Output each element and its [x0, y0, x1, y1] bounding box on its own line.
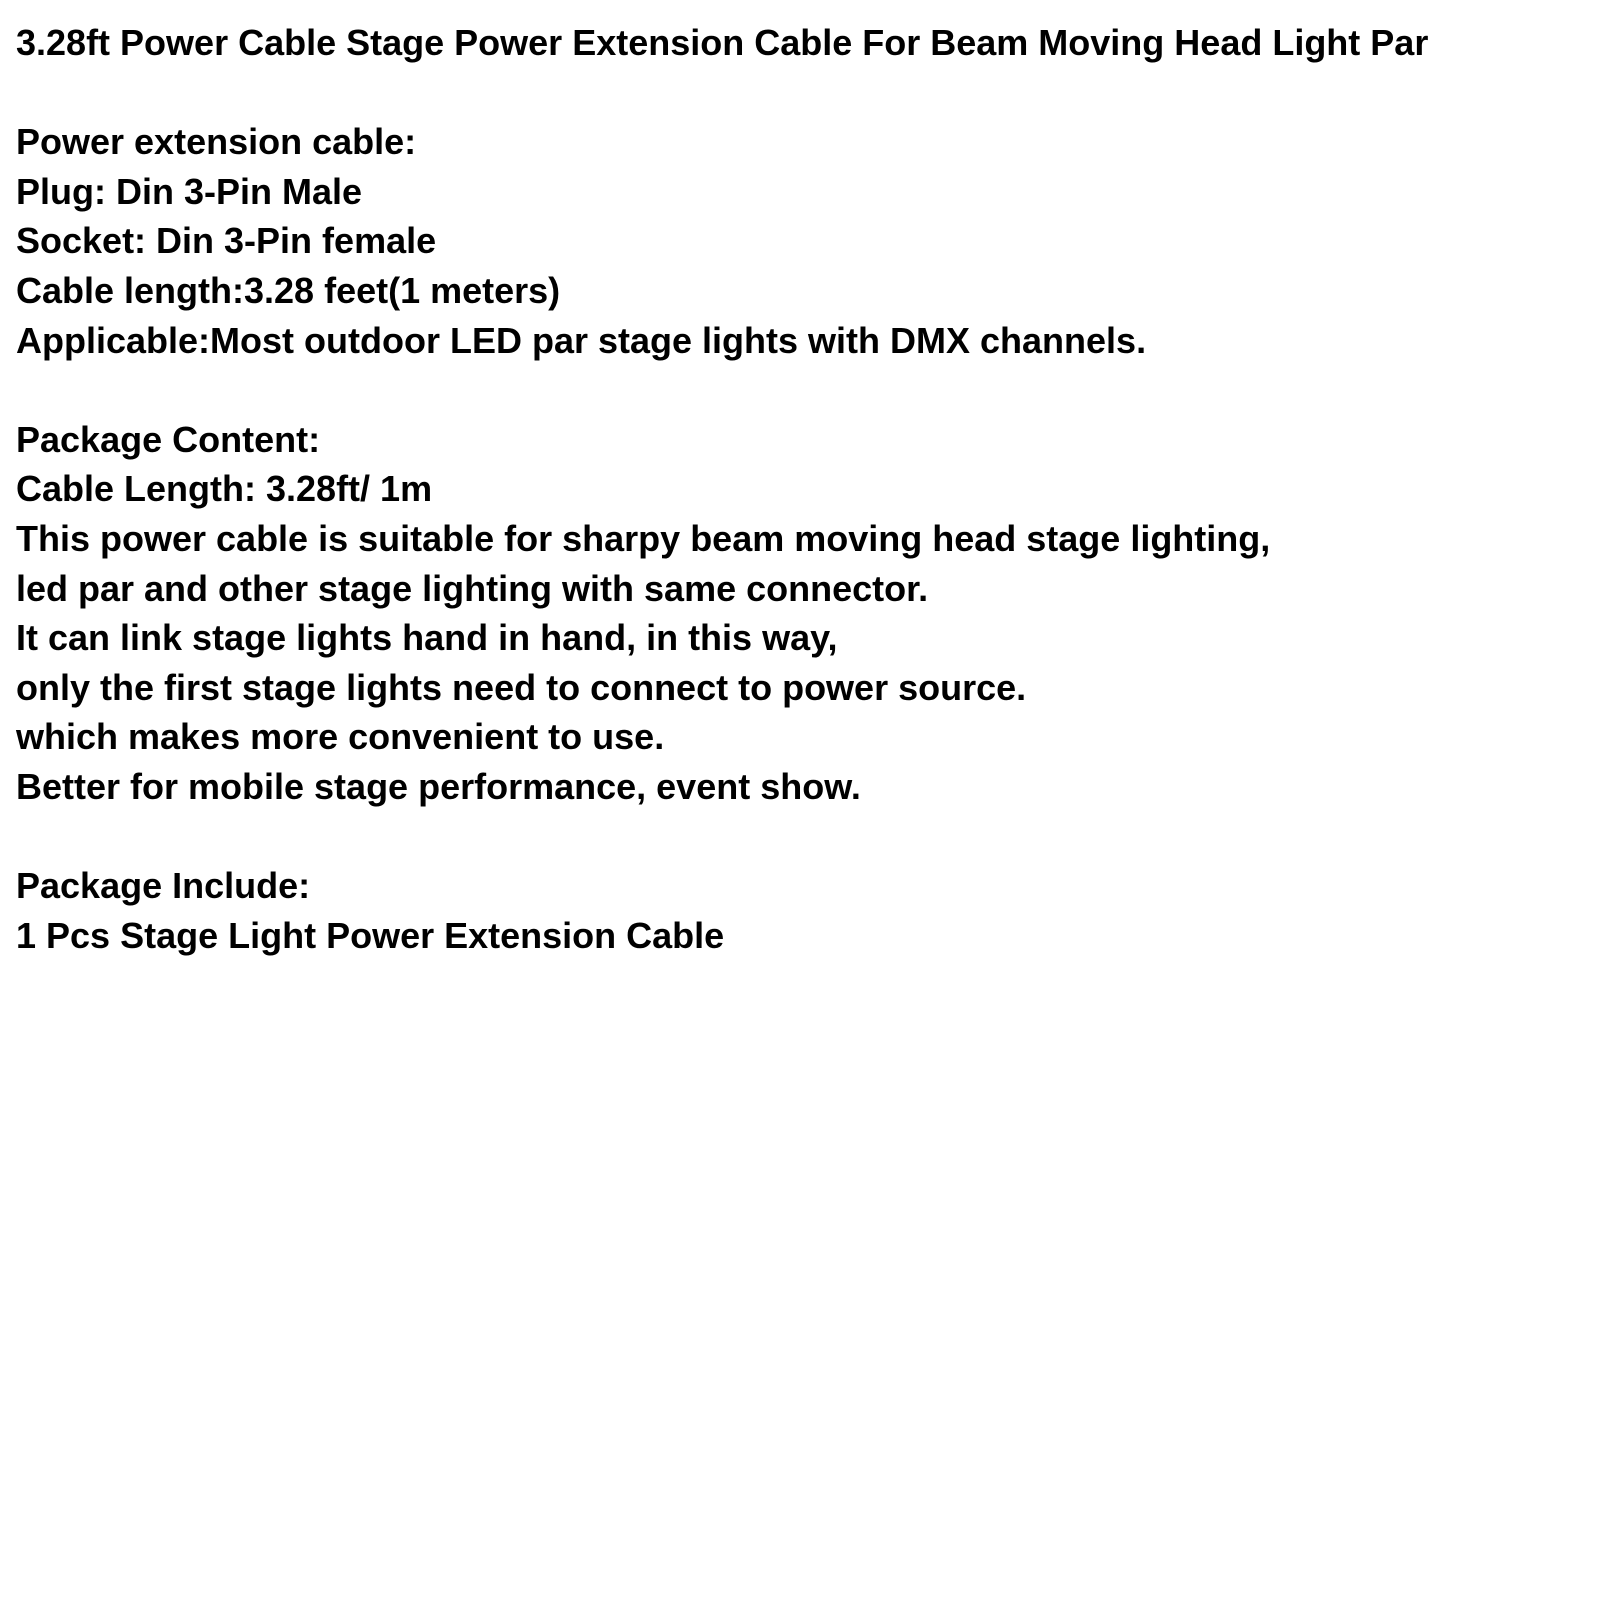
package-content-line: Cable Length: 3.28ft/ 1m: [16, 468, 433, 510]
spacer: [16, 365, 1586, 415]
package-include-item: 1 Pcs Stage Light Power Extension Cable: [16, 914, 725, 956]
package-include-heading: Package Include:: [16, 865, 311, 907]
product-title: 3.28ft Power Cable Stage Power Extension Cable For Beam Moving Head Light Par: [16, 22, 1429, 63]
spec-applicable: Applicable:Most outdoor LED par stage lights with DMX channels.: [16, 319, 1147, 361]
product-description: [16, 18, 1586, 960]
package-content-line: only the first stage lights need to connect to power source.: [16, 666, 1027, 708]
spec-socket: Socket: Din 3-Pin female: [16, 220, 437, 262]
spec-cable-length: Cable length:3.28 feet(1 meters): [16, 269, 561, 311]
spec-plug: Plug: Din 3-Pin Male: [16, 170, 363, 212]
specs-heading: Power extension cable:: [16, 121, 417, 163]
spacer: [16, 812, 1586, 862]
package-content-line: which makes more convenient to use.: [16, 716, 665, 758]
package-content-line: This power cable is suitable for sharpy beam moving head stage lighting,: [16, 517, 1271, 559]
package-content-line: It can link stage lights hand in hand, in this way,: [16, 617, 838, 659]
spacer: [16, 68, 1586, 118]
package-content-heading: Package Content:: [16, 418, 321, 460]
package-content-line: led par and other stage lighting with same connector.: [16, 567, 929, 609]
package-content-line: Better for mobile stage performance, event show.: [16, 765, 861, 807]
